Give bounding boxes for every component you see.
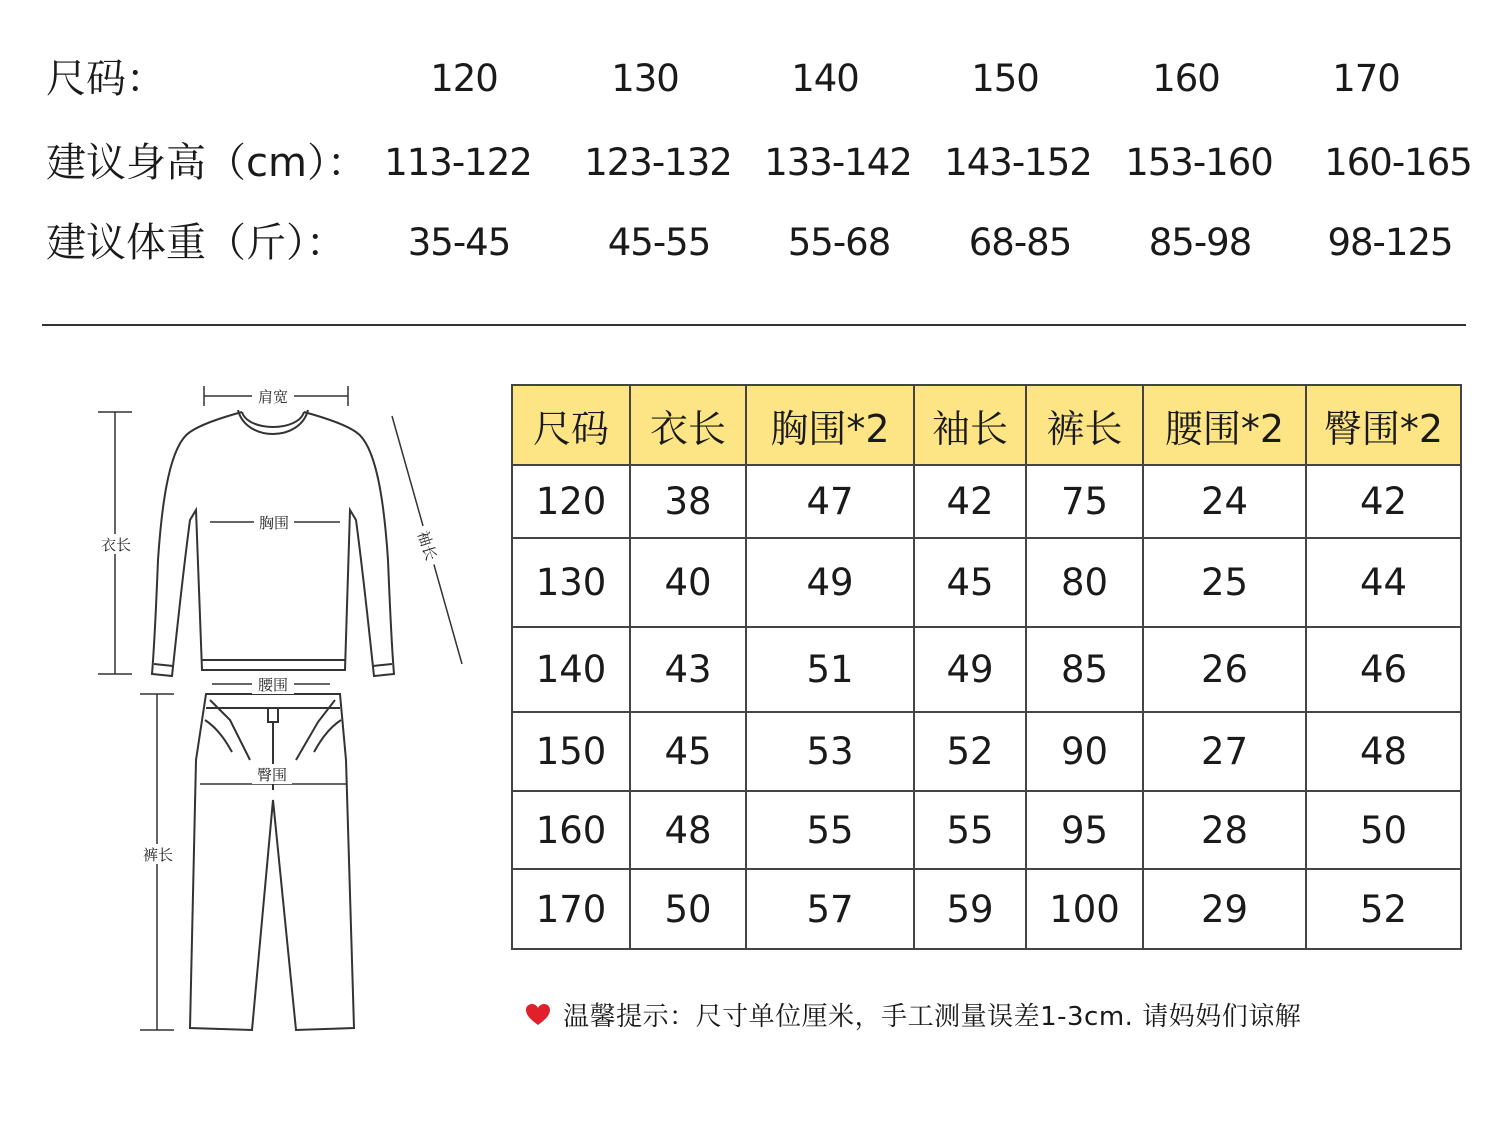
table-cell: 160 bbox=[512, 791, 630, 869]
table-row bbox=[512, 869, 1461, 949]
weight-value: 85-98 bbox=[1148, 221, 1252, 264]
table-row bbox=[512, 627, 1461, 712]
table-cell: 85 bbox=[1026, 627, 1143, 712]
header-hip: 臀围*2 bbox=[1306, 385, 1461, 465]
table-cell: 27 bbox=[1143, 712, 1306, 791]
table-cell: 130 bbox=[512, 538, 630, 627]
sleeve-label: 袖长 bbox=[413, 528, 441, 563]
table-cell: 48 bbox=[1306, 712, 1461, 791]
table-cell: 49 bbox=[914, 627, 1026, 712]
size-value: 120 bbox=[430, 57, 498, 100]
table-cell: 55 bbox=[914, 791, 1026, 869]
table-cell: 29 bbox=[1143, 869, 1306, 949]
weight-row bbox=[0, 208, 1500, 278]
table-cell: 120 bbox=[512, 465, 630, 538]
table-cell: 48 bbox=[630, 791, 746, 869]
table-cell: 49 bbox=[746, 538, 914, 627]
shirt-collar bbox=[242, 412, 304, 427]
table-cell: 100 bbox=[1026, 869, 1143, 949]
table-cell: 47 bbox=[746, 465, 914, 538]
table-cell: 57 bbox=[746, 869, 914, 949]
table-cell: 44 bbox=[1306, 538, 1461, 627]
weight-value: 68-85 bbox=[968, 221, 1072, 264]
table-cell: 80 bbox=[1026, 538, 1143, 627]
weight-value: 55-68 bbox=[787, 221, 891, 264]
height-value: 113-122 bbox=[384, 141, 532, 184]
heart-icon bbox=[524, 1001, 552, 1029]
table-cell: 42 bbox=[1306, 465, 1461, 538]
table-cell: 90 bbox=[1026, 712, 1143, 791]
table-cell: 28 bbox=[1143, 791, 1306, 869]
header-pants-length: 裤长 bbox=[1026, 385, 1143, 465]
table-cell: 52 bbox=[914, 712, 1026, 791]
height-value: 160-165 bbox=[1324, 141, 1472, 184]
height-row-label: 建议身高（cm）： bbox=[46, 140, 367, 186]
table-cell: 26 bbox=[1143, 627, 1306, 712]
table-header-row bbox=[512, 385, 1461, 465]
table-cell: 53 bbox=[746, 712, 914, 791]
hip-label: 臀围 bbox=[256, 766, 288, 784]
shoulder-label: 肩宽 bbox=[257, 388, 289, 406]
size-value: 160 bbox=[1152, 57, 1220, 100]
waist-label: 腰围 bbox=[257, 676, 289, 694]
table-cell: 46 bbox=[1306, 627, 1461, 712]
size-value: 130 bbox=[611, 57, 679, 100]
table-cell: 50 bbox=[630, 869, 746, 949]
table-cell: 38 bbox=[630, 465, 746, 538]
header-chest: 胸围*2 bbox=[746, 385, 914, 465]
weight-row-label: 建议体重（斤）： bbox=[46, 220, 346, 266]
height-value: 143-152 bbox=[944, 141, 1092, 184]
table-cell: 140 bbox=[512, 627, 630, 712]
size-value: 150 bbox=[971, 57, 1039, 100]
weight-value: 35-45 bbox=[407, 221, 511, 264]
table-cell: 43 bbox=[630, 627, 746, 712]
table-row bbox=[512, 538, 1461, 627]
size-value: 170 bbox=[1332, 57, 1400, 100]
table-cell: 170 bbox=[512, 869, 630, 949]
weight-value: 98-125 bbox=[1327, 221, 1453, 264]
size-chart-table bbox=[511, 384, 1462, 950]
note-text: 温馨提示：尺寸单位厘米，手工测量误差1-3cm. 请妈妈们谅解 bbox=[563, 1002, 1302, 1032]
table-cell: 75 bbox=[1026, 465, 1143, 538]
table-cell: 150 bbox=[512, 712, 630, 791]
height-value: 133-142 bbox=[764, 141, 912, 184]
garment-measurement-diagram bbox=[80, 370, 500, 1050]
table-cell: 40 bbox=[630, 538, 746, 627]
table-cell: 55 bbox=[746, 791, 914, 869]
shirt-outline bbox=[152, 412, 394, 676]
table-cell: 52 bbox=[1306, 869, 1461, 949]
table-cell: 59 bbox=[914, 869, 1026, 949]
chest-label: 胸围 bbox=[258, 514, 290, 532]
weight-value: 45-55 bbox=[607, 221, 711, 264]
table-cell: 45 bbox=[914, 538, 1026, 627]
measurement-note bbox=[524, 996, 1301, 1036]
table-cell: 25 bbox=[1143, 538, 1306, 627]
height-value: 153-160 bbox=[1125, 141, 1273, 184]
size-row-label: 尺码： bbox=[46, 56, 166, 102]
table-row bbox=[512, 791, 1461, 869]
table-cell: 51 bbox=[746, 627, 914, 712]
header-size: 尺码 bbox=[512, 385, 630, 465]
height-row bbox=[0, 128, 1500, 198]
section-divider bbox=[42, 324, 1466, 326]
size-value: 140 bbox=[791, 57, 859, 100]
table-cell: 95 bbox=[1026, 791, 1143, 869]
top-length-label: 衣长 bbox=[100, 536, 132, 554]
height-value: 123-132 bbox=[584, 141, 732, 184]
size-row bbox=[0, 44, 1500, 114]
table-cell: 50 bbox=[1306, 791, 1461, 869]
header-sleeve: 袖长 bbox=[914, 385, 1026, 465]
table-row bbox=[512, 712, 1461, 791]
table-cell: 24 bbox=[1143, 465, 1306, 538]
pants-length-label: 裤长 bbox=[142, 846, 174, 864]
table-cell: 42 bbox=[914, 465, 1026, 538]
header-waist: 腰围*2 bbox=[1143, 385, 1306, 465]
header-top-length: 衣长 bbox=[630, 385, 746, 465]
table-row bbox=[512, 465, 1461, 538]
table-cell: 45 bbox=[630, 712, 746, 791]
